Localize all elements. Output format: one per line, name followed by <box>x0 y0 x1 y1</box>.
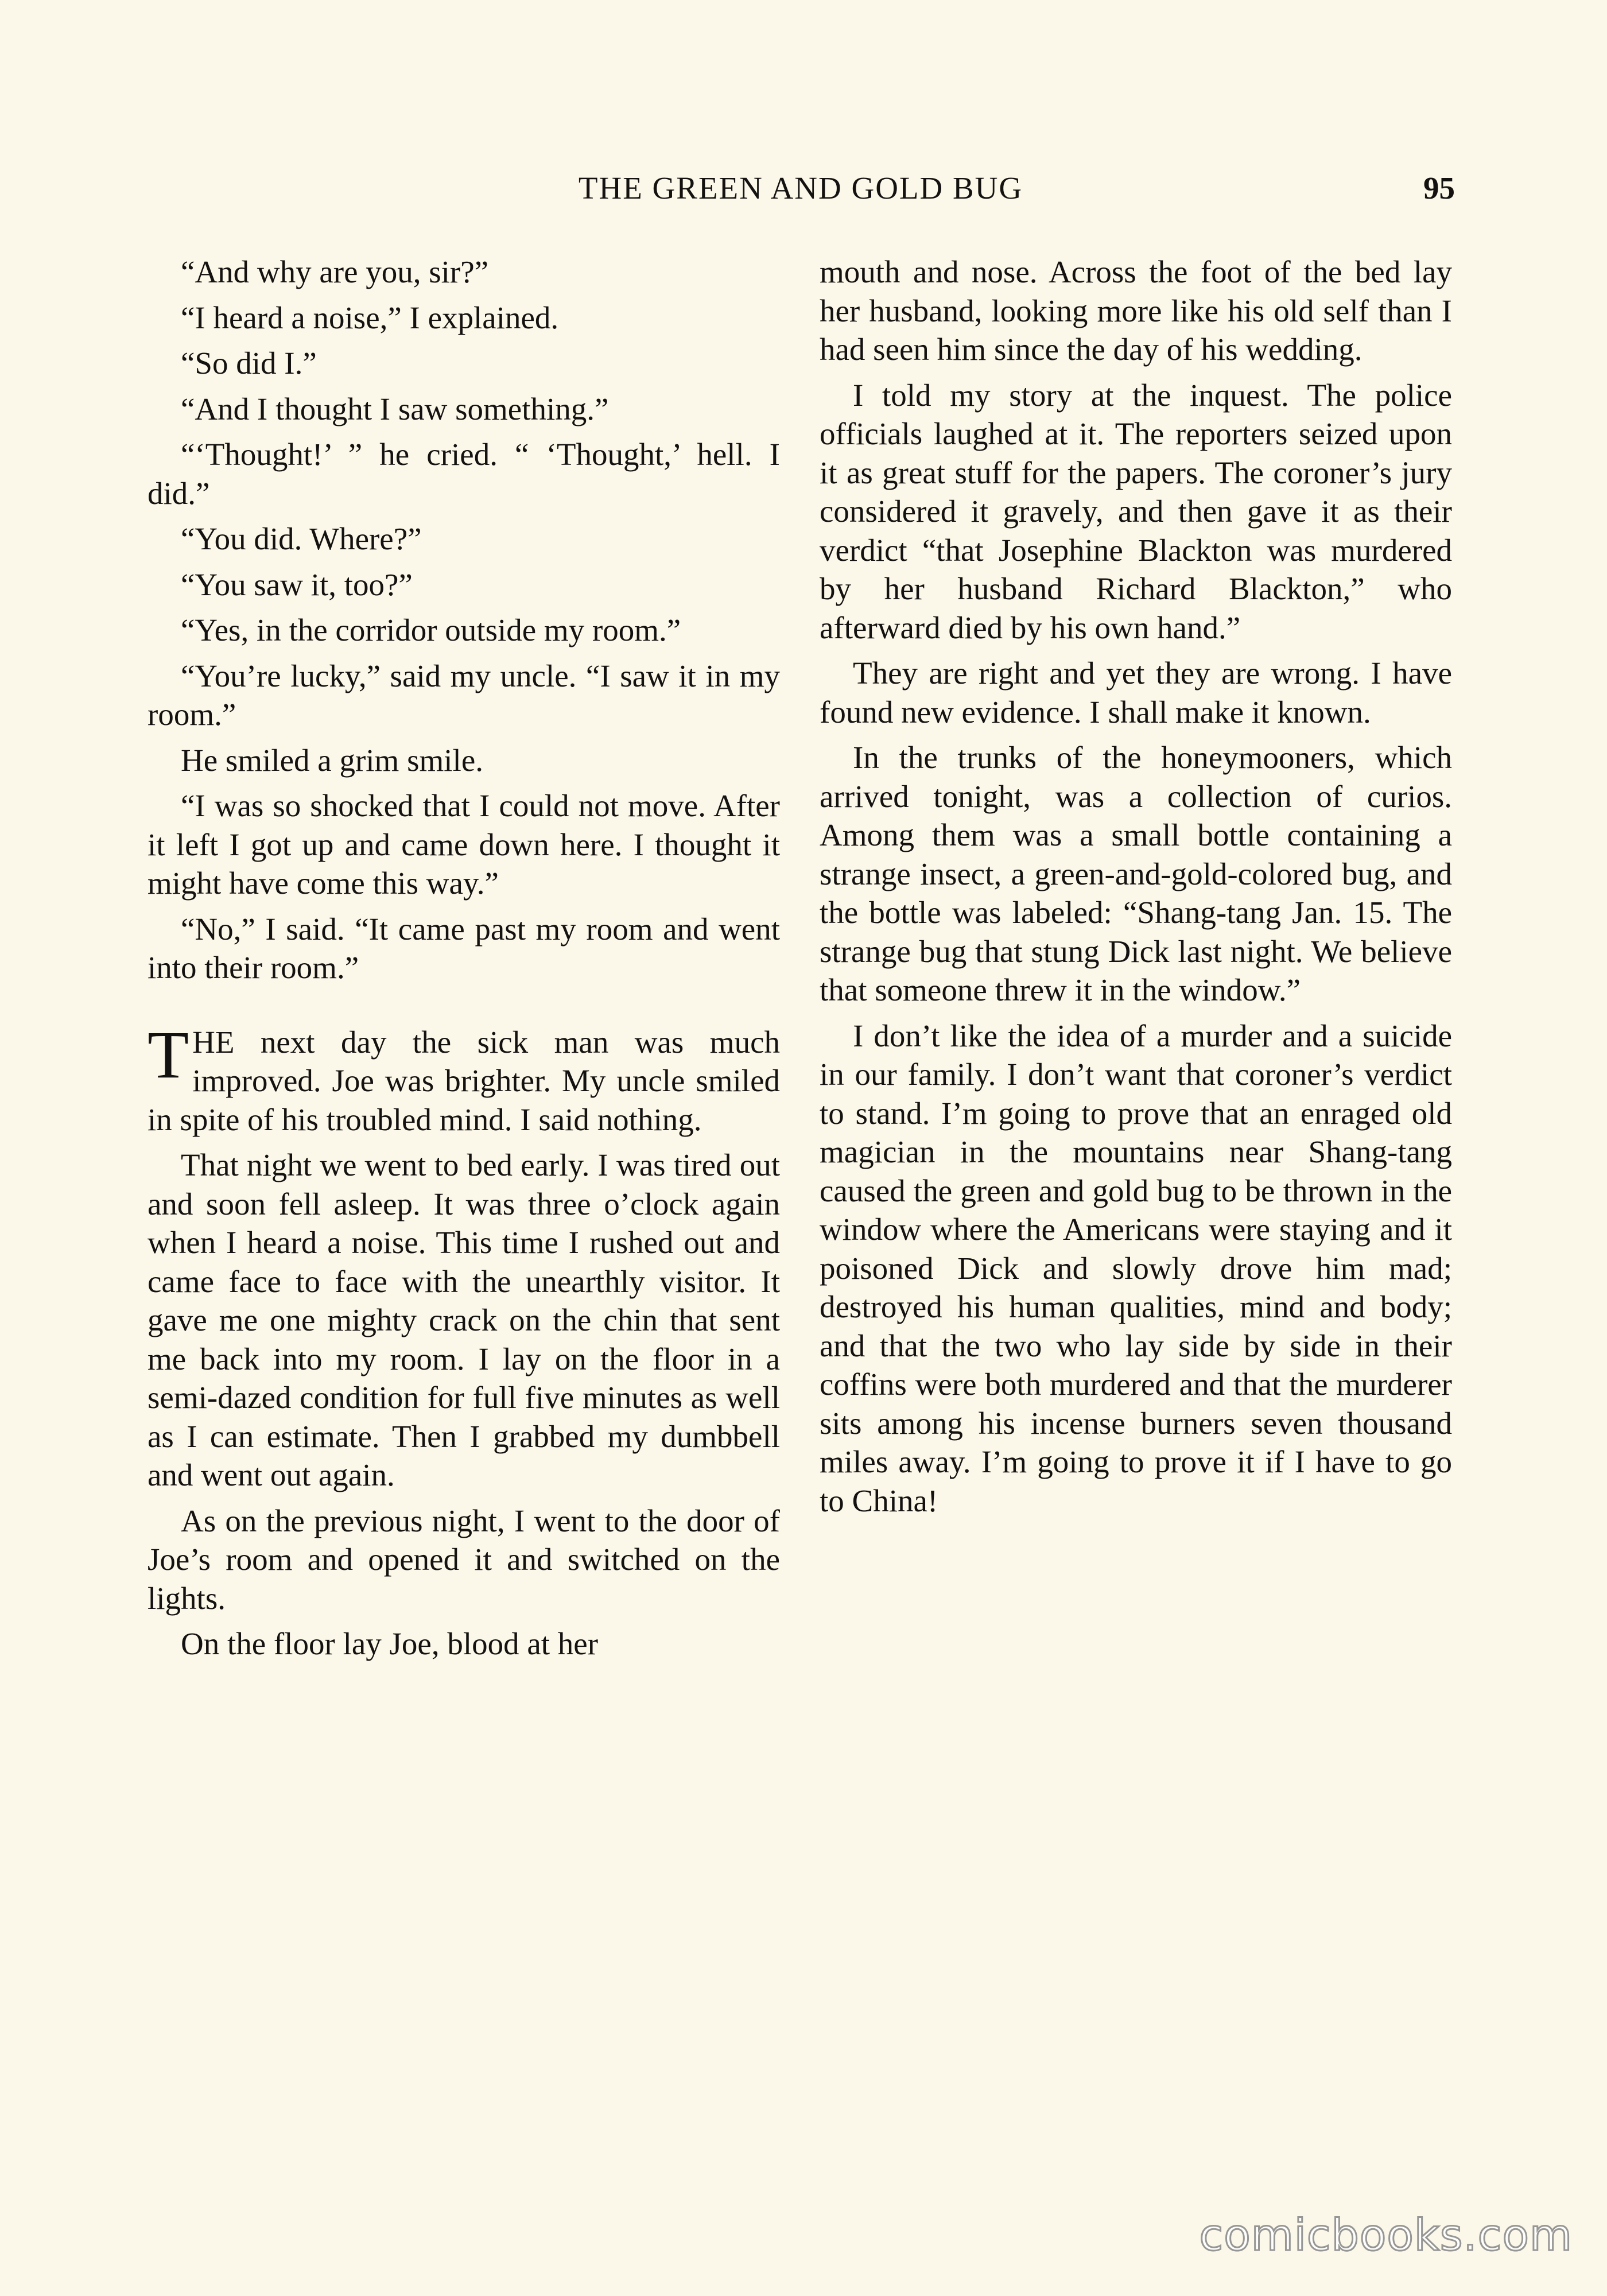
section-opening-text: HE next day the sick man was much improved. Joe was brighter. My uncle smiled in spite of his troubled mind. I said nothing. <box>147 1024 780 1137</box>
paragraph: They are right and yet they are wrong. I have found new evidence. I shall make it known. <box>820 656 1452 730</box>
paragraph: “‘Thought!’ ” he cried. “ ‘Thought,’ hell. I did.” <box>147 437 780 511</box>
drop-cap: T <box>147 1017 189 1092</box>
paragraph: In the trunks of the honeymooners, which arrived tonight, was a collection of curios. Among them was a small bottle containing a strange insect, a green-and-gold-colored bug, and the bottle was labeled: “Shang-tang Jan. 15. The strange bug that stung Dick last night. We believe that someone threw it in the window.” <box>820 740 1452 1007</box>
paragraph: On the floor lay Joe, blood at her <box>181 1626 599 1661</box>
paragraph: I don’t like the idea of a murder and a suicide in our family. I don’t want that coroner’s verdict to stand. I’m going to prove that an enraged old magician in the mountains near Shang-tang caused the green and gold bug to be thrown in the window where the Americans were staying and it poisoned Dick and slowly drove him mad; destroyed his human qualities, mind and body; and that the two who lay side by side in their coffins were both murdered and that the murderer sits among his incense burners seven thousand miles away. I’m going to prove it if I have to go to China! <box>820 1018 1452 1518</box>
paragraph: “And I thought I saw something.” <box>181 391 609 426</box>
paragraph: “No,” I said. “It came past my room and went into their room.” <box>147 911 780 985</box>
page-number: 95 <box>1423 170 1455 205</box>
paragraph: As on the previous night, I went to the door of Joe’s room and opened it and switched on the lights. <box>147 1503 780 1616</box>
paragraph: “So did I.” <box>181 346 317 381</box>
paragraph: “And why are you, sir?” <box>181 254 489 289</box>
left-column <box>147 253 780 1670</box>
right-column <box>820 253 1452 1527</box>
paragraph: “I heard a noise,” I explained. <box>181 300 559 335</box>
section-opening-paragraph <box>147 1017 780 1139</box>
paragraph: “You’re lucky,” said my uncle. “I saw it in my room.” <box>147 658 780 732</box>
paragraph-continued: mouth and nose. Across the foot of the bed lay her husband, looking more like his old self than I had seen him since the day of his wedding. <box>820 254 1452 367</box>
running-title: THE GREEN AND GOLD BUG <box>578 170 1023 205</box>
paragraph: “You did. Where?” <box>181 521 422 556</box>
paragraph: That night we went to bed early. I was tired out and soon fell asleep. It was three o’clock again when I heard a noise. This time I rushed out and came face to face with the unearthly visitor. It gave me one mighty crack on the chin that sent me back into my room. I lay on the floor in a semi-dazed condition for full five minutes as well as I can estimate. Then I grabbed my dumbbell and went out again. <box>147 1147 780 1492</box>
paragraph: He smiled a grim smile. <box>181 742 483 778</box>
paragraph: “I was so shocked that I could not move. After it left I got up and came down here. I thought it might have come this way.” <box>147 788 780 901</box>
paragraph: “You saw it, too?” <box>181 567 413 602</box>
paragraph: I told my story at the inquest. The police officials laughed at it. The reporters seized upon it as great stuff for the papers. The coroner’s jury considered it gravely, and then gave it as their verdict “that Josephine Blackton was murdered by her husband Richard Blackton,” who afterward died by his own hand.” <box>820 377 1452 645</box>
paragraph: “Yes, in the corridor outside my room.” <box>181 612 681 647</box>
watermark-logo: comicbooks.com <box>1199 2209 1573 2260</box>
running-header <box>146 170 1455 216</box>
